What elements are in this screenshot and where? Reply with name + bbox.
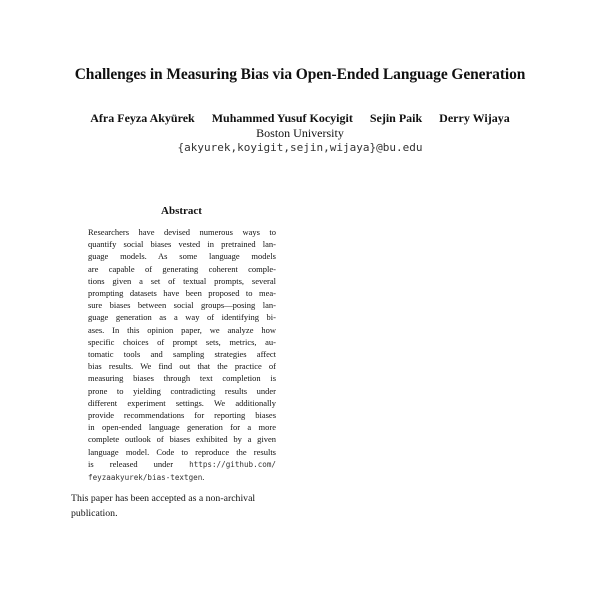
abstract-line: prone to yielding contradicting results under [88,385,276,396]
paper-title: Challenges in Measuring Bias via Open-Ended Language Generation [74,66,526,83]
affiliation: Boston University [256,126,344,140]
abstract-line: provide recommendations for reporting biases [88,410,276,421]
abstract-line: different experiment settings. We additionally [88,397,276,408]
abstract-line: tions given a set of textual prompts, several [88,275,276,286]
abstract-text: is released under [88,458,190,469]
note-line: This paper has been accepted as a non-archival [71,493,256,504]
abstract-line: specific choices of prompt sets, metrics, au- [88,336,276,347]
abstract-line: sure biases between social groups—posing lan- [88,300,276,311]
abstract-line: in open-ended language generation for a more [88,422,276,433]
abstract-line: language model. Code to reproduce the results [88,446,276,457]
author-name: Muhammed Yusuf Kocyigit [211,111,353,125]
abstract-line: guage generation as a way of identifying bi- [88,312,276,323]
author-name: Sejin Paik [369,111,423,125]
abstract-line: ases. In this opinion paper, we analyze how [88,324,276,335]
author-list [0,111,600,126]
abstract-line: measuring biases through text completion is [88,373,276,384]
abstract-line: complete outlook of biases exhibited by a given [88,434,276,445]
author-name: Derry Wijaya [439,111,510,125]
abstract-text: . [202,472,205,483]
acceptance-note [71,491,293,521]
abstract-heading: Abstract [161,205,202,217]
abstract-line: bias results. We find out that the practice of [88,361,276,372]
abstract-line: quantify social biases vested in pretrained lan- [88,239,276,250]
author-name: Afra Feyza Akyürek [90,111,195,125]
code-link[interactable]: https://github.com/ [189,459,276,469]
abstract-line: Researchers have devised numerous ways to [88,227,276,237]
abstract-body [88,226,276,484]
abstract-line [88,471,276,484]
abstract-line [88,458,276,471]
note-line: publication. [71,508,118,519]
abstract-line: guage models. As some language models [88,251,276,262]
abstract-line: prompting datasets have been proposed to mea- [88,288,276,299]
abstract-line: tomatic tools and sampling strategies affect [88,349,276,360]
author-email: {akyurek,koyigit,sejin,wijaya}@bu.edu [177,141,423,154]
code-link-continued[interactable]: feyzaakyurek/bias-textgen [88,473,203,483]
abstract-line: are capable of generating coherent comple- [88,263,276,274]
